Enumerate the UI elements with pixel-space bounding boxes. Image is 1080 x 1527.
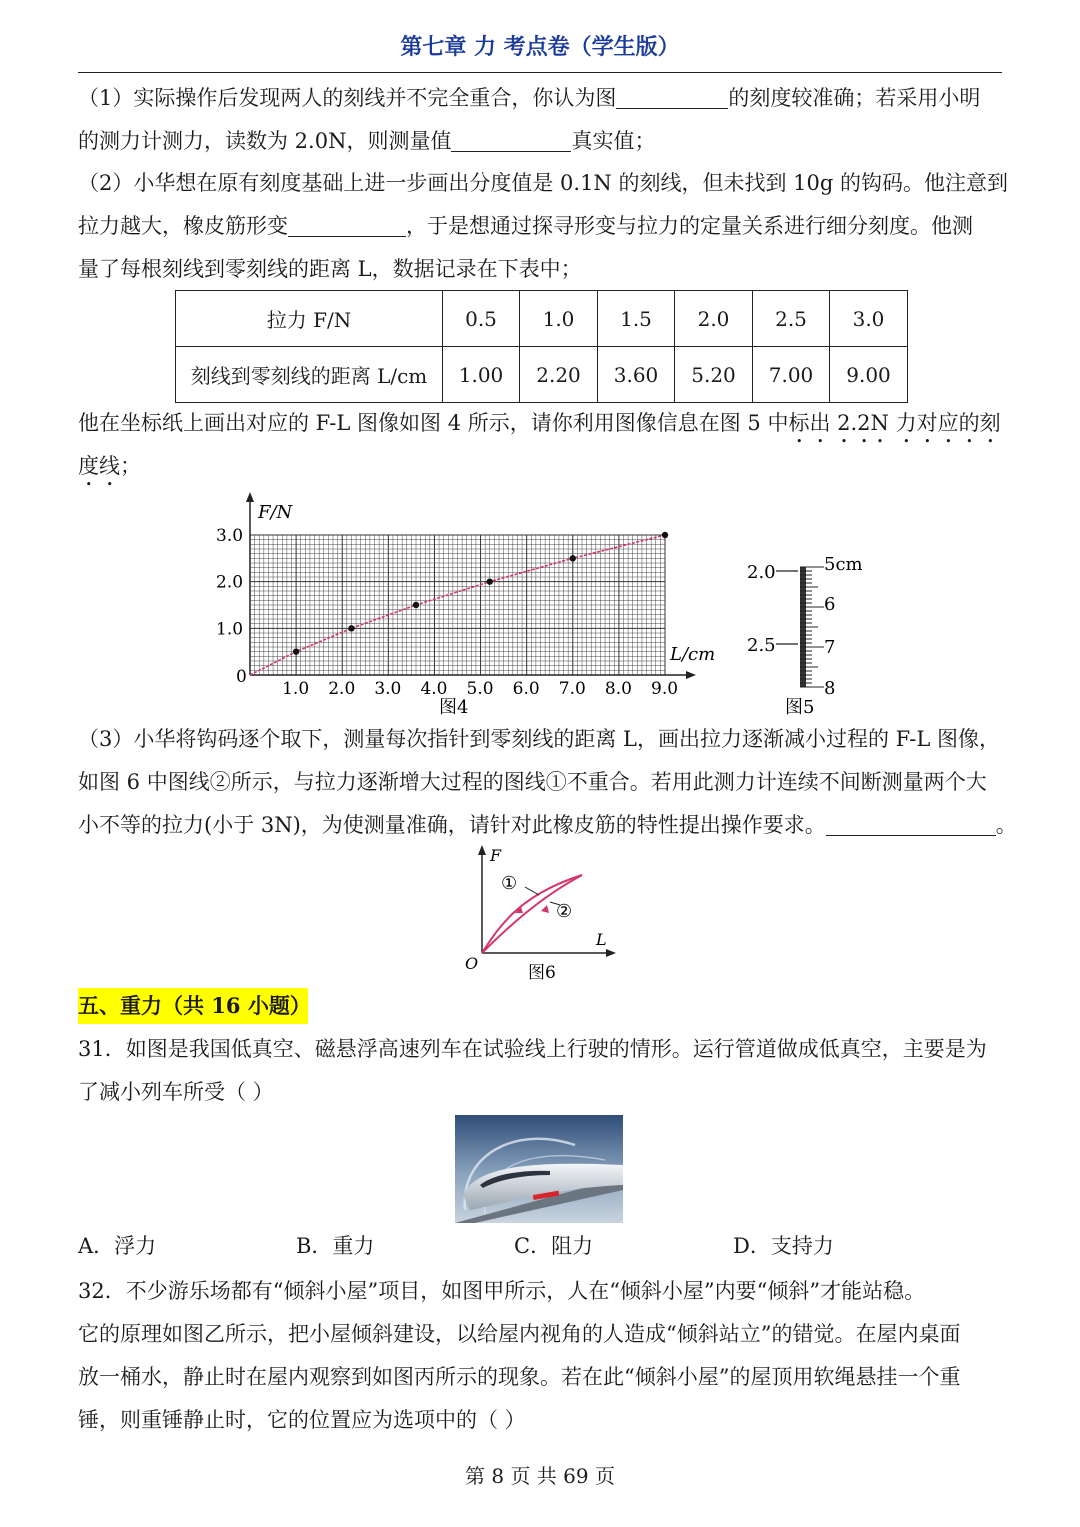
q2-text-b: ，于是想通过探寻形变与拉力的定量关系进行细分刻度。他测 — [406, 214, 973, 238]
fig4-caption: 图4 — [439, 697, 469, 718]
q32-line4: 锤，则重锤静止时，它的位置应为选项中的（ ） — [78, 1408, 526, 1432]
q31-line2: 了减小列车所受（ ） — [78, 1080, 274, 1104]
table-row-distance — [176, 347, 908, 403]
q3-text-b: 。 — [995, 813, 1017, 837]
x-tick-label: 4.0 — [420, 679, 448, 699]
q1-text-b: 的刻度较准确；若采用小明 — [728, 86, 981, 110]
table-cell: 1.0 — [520, 291, 598, 347]
q2-after-text-emphasis: 标出 2.2N 力对应的刻 — [788, 411, 1001, 435]
data-point — [413, 602, 419, 608]
fig5-left-label-2-0: 2.0 — [747, 562, 776, 583]
x-tick-label: 6.0 — [512, 679, 540, 699]
q3-line1: （3）小华将钩码逐个取下，测量每次指针到零刻线的距离 L，画出拉力逐渐减小过程的 F-L 图像， — [78, 727, 1000, 751]
data-point — [487, 578, 493, 584]
data-table — [175, 290, 908, 403]
table-header-distance: 刻线到零刻线的距离 L/cm — [176, 347, 443, 403]
fig6-f-arrow — [478, 845, 486, 855]
data-point — [348, 625, 354, 631]
fig6-l-arrow — [606, 949, 616, 957]
q2-after-line1 — [78, 402, 1002, 448]
q32-line3: 放一桶水，静止时在屋内观察到如图丙所示的现象。若在此“倾斜小屋”的屋顶用软绳悬挂一个重 — [78, 1365, 961, 1389]
q3-text-a: 小不等的拉力(小于 3N)，为使测量准确，请针对此橡皮筋的特性提出操作要求。 — [78, 813, 826, 837]
y-tick-label: 3.0 — [216, 526, 244, 546]
q2-line2 — [78, 205, 1002, 248]
table-row-force — [176, 291, 908, 347]
fig6-l-label: L — [596, 930, 607, 949]
table-cell: 5.20 — [675, 347, 753, 403]
y-tick-label: 1.0 — [216, 619, 244, 640]
fig4-y-tick-labels — [216, 526, 243, 639]
fig6-diagram — [455, 845, 625, 985]
x-tick-label: 9.0 — [651, 679, 679, 699]
fig5-scale — [740, 545, 870, 720]
fig6-arrow-down — [541, 905, 549, 913]
q32-line2: 它的原理如图乙所示，把小屋倾斜建设，以给屋内视角的人造成“倾斜站立”的错觉。在屋内桌面 — [78, 1322, 961, 1346]
table-cell: 0.5 — [443, 291, 520, 347]
q2-line3: 量了每根刻线到零刻线的距离 L，数据记录在下表中； — [78, 257, 582, 281]
fig5-caption: 图5 — [785, 697, 815, 718]
table-cell: 2.0 — [675, 291, 753, 347]
fig4-x-label: L/cm — [670, 644, 716, 665]
fig6-caption: 图6 — [528, 963, 556, 983]
x-tick-label: 2.0 — [328, 679, 356, 699]
fig6-f-label: F — [490, 846, 502, 865]
table-cell: 1.5 — [598, 291, 675, 347]
table-cell: 9.00 — [830, 347, 908, 403]
q1-line2 — [78, 120, 1002, 163]
y-tick-label: 2.0 — [216, 572, 244, 593]
fig4-grid — [250, 535, 665, 675]
fig4-x-tick-labels — [282, 679, 678, 699]
x-tick-label: 1.0 — [282, 679, 310, 699]
q2-after-line2 — [78, 445, 1002, 491]
q1-text-d: 真实值； — [571, 129, 656, 153]
q2-line1: （2）小华想在原有刻度基础上进一步画出分度值是 0.1N 的刻线，但未找到 10g 的钩码。他注意到 — [78, 171, 1008, 195]
table-header-force: 拉力 F/N — [176, 291, 443, 347]
table-cell: 2.5 — [753, 291, 830, 347]
q31-option-b[interactable]: B．重力 — [296, 1234, 375, 1258]
q1-text-a: （1）实际操作后发现两人的刻线并不完全重合，你认为图 — [78, 86, 617, 110]
fig6-o-label: O — [465, 954, 479, 973]
fig4-origin-label: 0 — [236, 667, 247, 687]
fig4-x-arrow — [686, 671, 696, 679]
q3-blank[interactable] — [826, 809, 996, 836]
x-tick-label: 3.0 — [374, 679, 402, 699]
section-title: 五、重力（共 16 小题） — [78, 988, 308, 1024]
q1-text-c: 的测力计测力，读数为 2.0N，则测量值 — [78, 129, 452, 153]
q1-blank-2[interactable] — [451, 125, 571, 152]
x-tick-label: 5.0 — [466, 679, 494, 699]
q1-line1 — [78, 77, 1002, 120]
fig5-left-label-2-5: 2.5 — [747, 635, 776, 656]
data-point — [662, 532, 668, 538]
fig5-right-label-7: 7 — [824, 637, 836, 658]
table-cell: 1.00 — [443, 347, 520, 403]
q2-text-a: 拉力越大，橡皮筋形变 — [78, 214, 288, 238]
maglev-train-image — [455, 1115, 623, 1223]
page-footer: 第 8 页 共 69 页 — [465, 1464, 615, 1488]
table-cell: 7.00 — [753, 347, 830, 403]
q31-option-d[interactable]: D．支持力 — [733, 1234, 834, 1258]
q31-line1: 31．如图是我国低真空、磁悬浮高速列车在试验线上行驶的情形。运行管道做成低真空，主要是为 — [78, 1037, 987, 1061]
page-header-title: 第七章 力 考点卷（学生版） — [400, 34, 680, 60]
fig5-right-label-8: 8 — [824, 678, 836, 699]
data-point — [570, 555, 576, 561]
q2-after-text-c: 度线； — [78, 454, 141, 478]
q2-after-text-a: 他在坐标纸上画出对应的 F-L 图像如图 4 所示，请你利用图像信息在图 5 中 — [78, 411, 789, 435]
fig6-label-1: ① — [501, 873, 518, 894]
fig4-y-arrow — [246, 492, 254, 502]
q2-blank[interactable] — [288, 210, 406, 237]
q3-line3 — [78, 804, 1017, 847]
fig6-pointer-1 — [525, 887, 539, 895]
fig4-chart — [200, 490, 720, 720]
q1-blank-1[interactable] — [616, 82, 728, 109]
table-cell: 3.60 — [598, 347, 675, 403]
fig5-right-label-6: 6 — [824, 594, 836, 615]
fig5-right-label-5cm: 5cm — [824, 554, 863, 575]
data-point — [293, 648, 299, 654]
q31-option-a[interactable]: A．浮力 — [78, 1234, 157, 1258]
table-cell: 3.0 — [830, 291, 908, 347]
q31-option-c[interactable]: C．阻力 — [514, 1234, 594, 1258]
x-tick-label: 7.0 — [558, 679, 586, 699]
fig4-y-label: F/N — [258, 502, 293, 523]
q32-line1: 32．不少游乐场都有“倾斜小屋”项目，如图甲所示，人在“倾斜小屋”内要“倾斜”才能站稳。 — [78, 1279, 926, 1303]
x-tick-label: 8.0 — [604, 679, 632, 699]
q3-line2: 如图 6 中图线②所示，与拉力逐渐增大过程的图线①不重合。若用此测力计连续不间断测量两个大 — [78, 770, 987, 794]
table-cell: 2.20 — [520, 347, 598, 403]
header-rule — [78, 72, 1002, 73]
fig6-label-2: ② — [556, 901, 573, 922]
